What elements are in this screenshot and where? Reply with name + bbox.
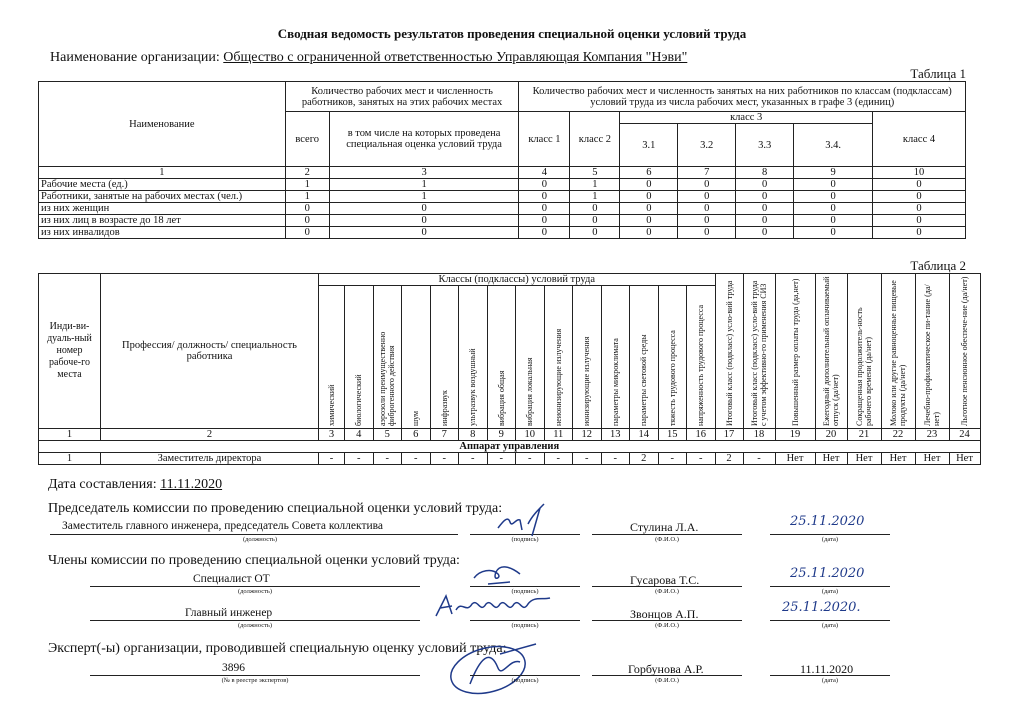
table-row: [39, 179, 966, 191]
chair-position-caption: (должность): [242, 536, 278, 543]
t2-header-factor: [630, 286, 659, 429]
t2-header-factor-label: Повышенный размер оплаты труда (да,нет): [790, 278, 800, 426]
table2: [38, 273, 981, 465]
t1-cell: 0: [570, 227, 620, 239]
member1-fio: Гусарова Т.С.: [630, 573, 700, 587]
t2-header-factor-label: ультразвук воздушный: [468, 348, 478, 426]
t1-cell: 0: [736, 203, 794, 215]
t2-cell: -: [516, 453, 545, 465]
table-row: [39, 191, 966, 203]
t1-cell: 0: [519, 215, 570, 227]
t1-cell: 1: [570, 191, 620, 203]
t1-row-name: Рабочие места (ед.): [39, 179, 286, 191]
t2-header-factor-label: Молоко или другие равноценные пищевые продукты (да/нет): [889, 280, 908, 426]
t2-header-factor: [743, 274, 775, 429]
table-row: [39, 453, 981, 465]
expert-heading: Эксперт(-ы) организации, проводившей специальную оценку условий труда:: [48, 641, 507, 656]
t1-cell: 1: [285, 191, 329, 203]
member2-position-caption: (должность): [237, 622, 273, 629]
t1-col-number: 7: [678, 167, 736, 179]
t1-cell: 0: [519, 191, 570, 203]
t1-cell: 0: [873, 191, 966, 203]
t2-header-factor: [715, 274, 743, 429]
t2-header-factor: [815, 274, 847, 429]
t2-header-factor-label: ионизирующие излучения: [582, 336, 592, 426]
t2-header-factor-label: Лечебно-профилактическое пи-тание (да/нет): [923, 284, 942, 426]
t1-cell: 0: [736, 227, 794, 239]
t2-header-factor-label: параметры световой среды: [639, 334, 649, 426]
members-heading: Члены комиссии по проведению специальной оценки условий труда:: [48, 553, 460, 568]
t2-cell: -: [743, 453, 775, 465]
t1-cell: 0: [873, 215, 966, 227]
t2-header-factor: [544, 286, 573, 429]
t1-row-name: из них лиц в возрасте до 18 лет: [39, 215, 286, 227]
t1-header-class4: класс 4: [873, 112, 966, 167]
member1-signature-caption: (подпись): [511, 588, 539, 595]
t2-header-factor: [658, 286, 687, 429]
t2-cell: Нет: [915, 453, 949, 465]
t2-header-factor-label: неионизирующие излучения: [553, 328, 563, 426]
t1-col-number: 8: [736, 167, 794, 179]
t1-cell: 0: [519, 227, 570, 239]
t1-cell: 1: [285, 179, 329, 191]
t1-cell: 0: [873, 179, 966, 191]
t2-col-number: 20: [815, 429, 847, 441]
table1: [38, 81, 966, 239]
t1-col-number: 4: [519, 167, 570, 179]
organization-label: Наименование организации:: [50, 50, 220, 65]
t1-cell: 0: [794, 215, 873, 227]
t2-cell: -: [373, 453, 402, 465]
t2-cell: 2: [630, 453, 659, 465]
expert-date: 11.11.2020: [800, 662, 854, 676]
t1-col-number: 10: [873, 167, 966, 179]
table-row: [39, 215, 966, 227]
date-label: Дата составления:: [48, 477, 157, 492]
t2-header-factor: [345, 286, 374, 429]
t2-col-number: 9: [487, 429, 516, 441]
t1-cell: 0: [570, 215, 620, 227]
t1-header-name: Наименование: [39, 82, 286, 167]
t2-header-factor-label: тяжесть трудового процесса: [667, 330, 677, 426]
t2-header-factor-label: химический: [327, 384, 336, 426]
expert-signature-caption: (подпись): [511, 677, 539, 684]
member1-position: Специалист ОТ: [193, 573, 270, 585]
t1-header-class2: класс 2: [570, 112, 620, 167]
t2-header-factor: [319, 286, 345, 429]
t1-header-total: всего: [285, 112, 329, 167]
t2-header-factor-label: вибрация локальная: [525, 357, 535, 426]
t1-cell: 0: [329, 215, 519, 227]
date-value: 11.11.2020: [160, 477, 223, 492]
t1-cell: 0: [794, 179, 873, 191]
member1-fio-caption: (Ф.И.О.): [655, 588, 679, 595]
t2-col-number: 4: [345, 429, 374, 441]
member1-position-caption: (должность): [237, 588, 273, 595]
t1-cell: 0: [794, 203, 873, 215]
t2-cell: Нет: [847, 453, 881, 465]
table-row: [39, 227, 966, 239]
t2-header-factor-label: Ежегодный дополнительный оплачиваемый отпуск (да/нет): [822, 276, 841, 426]
t2-row-name: Заместитель директора: [101, 453, 319, 465]
t2-col-number: 5: [373, 429, 402, 441]
t2-header-factor-label: Льготное пенсионное обеспече-ние (да/нет): [960, 276, 970, 426]
t1-cell: 0: [678, 215, 736, 227]
t2-col-number: 11: [544, 429, 573, 441]
t2-header-factor: [775, 274, 815, 429]
expert-signature-icon: [440, 638, 550, 698]
t1-cell: 0: [736, 179, 794, 191]
t1-cell: 0: [678, 227, 736, 239]
t1-cell: 0: [873, 227, 966, 239]
t2-header-profession: Профессия/ должность/ специальность работника: [101, 274, 319, 429]
t1-cell: 0: [620, 203, 678, 215]
t2-cell: 2: [715, 453, 743, 465]
t2-col-number: 19: [775, 429, 815, 441]
expert-fio-caption: (Ф.И.О.): [655, 677, 679, 684]
t1-cell: 0: [620, 215, 678, 227]
member2-date: 25.11.2020.: [782, 600, 861, 615]
expert-registry-caption: (№ в реестре экспертов): [221, 677, 289, 684]
t1-cell: 0: [678, 203, 736, 215]
t2-row-number: 1: [39, 453, 101, 465]
t2-header-classes: Классы (подклассы) условий труда: [319, 274, 716, 286]
t2-cell: Нет: [775, 453, 815, 465]
chair-heading: Председатель комиссии по проведению специальной оценки условий труда:: [48, 501, 503, 516]
t2-header-factor-label: аэрозоли преимущественно фиброгенного действия: [378, 331, 397, 426]
t1-cell: 0: [285, 203, 329, 215]
t1-cell: 0: [873, 203, 966, 215]
t1-cell: 0: [794, 191, 873, 203]
t1-cell: 0: [519, 179, 570, 191]
t2-cell: -: [544, 453, 573, 465]
t2-col-number: 21: [847, 429, 881, 441]
t2-cell: Нет: [815, 453, 847, 465]
table-row: [39, 203, 966, 215]
t2-cell: -: [430, 453, 459, 465]
date-line: [48, 477, 222, 493]
t2-header-factor-label: Итоговый класс (подкласс) усло-вий труда с учетом эффективно-го применения СИЗ: [750, 280, 769, 426]
t1-cell: 0: [678, 191, 736, 203]
t1-col-number: 5: [570, 167, 620, 179]
t2-col-number: 22: [881, 429, 915, 441]
t2-cell: Нет: [949, 453, 980, 465]
table2-label: Таблица 2: [910, 258, 966, 273]
t2-col-number: 16: [687, 429, 716, 441]
member2-date-caption: (дата): [821, 622, 839, 629]
t2-header-factor: [402, 286, 431, 429]
chair-date: 25.11.2020: [790, 514, 865, 529]
t2-col-number: 15: [658, 429, 687, 441]
t2-header-number: Инди-ви-дуаль-ный номер рабоче-го места: [39, 274, 101, 429]
t1-header-classes: Количество рабочих мест и численность занятых на них работников по классам (подклассам) условий труда из числа рабочих мест, указанных в графе 3 (единиц): [519, 82, 966, 112]
t1-sub-3-1: 3.1: [620, 124, 678, 167]
t1-cell: 0: [519, 203, 570, 215]
t2-section-heading: Аппарат управления: [39, 441, 981, 453]
t2-cell: -: [487, 453, 516, 465]
t2-header-factor: [516, 286, 545, 429]
t1-cell: 1: [329, 179, 519, 191]
t2-col-number: 6: [402, 429, 431, 441]
t2-header-factor: [847, 274, 881, 429]
chair-fio: Стулина Л.А.: [630, 520, 699, 534]
t2-header-factor: [881, 274, 915, 429]
t2-col-number: 2: [101, 429, 319, 441]
t2-header-factor-label: инфразвук: [439, 390, 449, 426]
t2-header-factor-label: параметры микроклимата: [610, 338, 620, 426]
chair-date-caption: (дата): [821, 536, 839, 543]
t1-col-number: 2: [285, 167, 329, 179]
chair-signature-icon: [492, 498, 552, 538]
chair-signature-caption: (подпись): [511, 536, 539, 543]
t1-cell: 0: [736, 215, 794, 227]
t2-cell: -: [573, 453, 602, 465]
t2-header-factor-label: шум: [411, 410, 421, 426]
t1-sub-3-2: 3.2: [678, 124, 736, 167]
t2-col-number: 10: [516, 429, 545, 441]
t1-col-number: 3: [329, 167, 519, 179]
t2-header-factor: [459, 286, 488, 429]
t1-cell: 0: [285, 227, 329, 239]
t2-col-number: 23: [915, 429, 949, 441]
t1-row-name: Работники, занятые на рабочих местах (чел.): [39, 191, 286, 203]
t2-header-factor-label: Итоговый класс (подкласс) усло-вий труда: [724, 280, 734, 426]
t2-col-number: 18: [743, 429, 775, 441]
member2-position: Главный инженер: [185, 607, 273, 619]
t2-header-factor: [430, 286, 459, 429]
t2-header-factor: [915, 274, 949, 429]
t1-cell: 0: [678, 179, 736, 191]
t1-cell: 0: [794, 227, 873, 239]
member2-signature-caption: (подпись): [511, 622, 539, 629]
t1-header-count: Количество рабочих мест и численность работников, занятых на этих рабочих местах: [285, 82, 519, 112]
expert-registry: 3896: [222, 662, 245, 674]
t2-col-number: 7: [430, 429, 459, 441]
t2-cell: -: [345, 453, 374, 465]
t2-col-number: 13: [601, 429, 630, 441]
t2-cell: Нет: [881, 453, 915, 465]
t2-header-factor: [573, 286, 602, 429]
t1-cell: 1: [570, 179, 620, 191]
t1-cell: 0: [620, 191, 678, 203]
organization-name: Общество с ограниченной ответственностью Управляющая Компания "Нэви": [223, 50, 688, 65]
t2-header-factor-label: напряженность трудового процесса: [696, 304, 706, 426]
t2-header-factor: [601, 286, 630, 429]
t1-cell: 1: [329, 191, 519, 203]
t1-cell: 0: [329, 227, 519, 239]
t2-col-number: 14: [630, 429, 659, 441]
table1-label: Таблица 1: [910, 66, 966, 81]
t2-cell: -: [459, 453, 488, 465]
t1-cell: 0: [620, 227, 678, 239]
t1-cell: 0: [570, 203, 620, 215]
t2-cell: -: [658, 453, 687, 465]
t2-cell: -: [687, 453, 716, 465]
member2-signature-icon: [430, 590, 560, 622]
t2-col-number: 3: [319, 429, 345, 441]
t2-cell: -: [402, 453, 431, 465]
member2-fio: Звонцов А.П.: [630, 607, 699, 621]
t1-col-number: 9: [794, 167, 873, 179]
t1-cell: 0: [620, 179, 678, 191]
t2-col-number: 24: [949, 429, 980, 441]
t2-header-factor: [373, 286, 402, 429]
t2-header-factor-label: вибрация общая: [496, 370, 506, 426]
member2-fio-caption: (Ф.И.О.): [655, 622, 679, 629]
t1-col-number: 6: [620, 167, 678, 179]
t1-header-incl: в том числе на которых проведена специальная оценка условий труда: [329, 112, 519, 167]
t1-sub-3-3: 3.3: [736, 124, 794, 167]
chair-position: Заместитель главного инженера, председатель Совета коллектива: [62, 520, 384, 532]
organization-line: [50, 50, 687, 66]
t2-cell: -: [601, 453, 630, 465]
expert-date-caption: (дата): [821, 677, 839, 684]
member1-date-caption: (дата): [821, 588, 839, 595]
t1-cell: 0: [329, 203, 519, 215]
t1-row-name: из них инвалидов: [39, 227, 286, 239]
t1-header-class1: класс 1: [519, 112, 570, 167]
t1-cell: 0: [285, 215, 329, 227]
t2-cell: -: [319, 453, 345, 465]
t2-header-factor: [687, 286, 716, 429]
t2-header-factor-label: биологический: [354, 374, 364, 426]
t2-header-factor: [487, 286, 516, 429]
t2-col-number: 17: [715, 429, 743, 441]
t2-header-factor: [949, 274, 980, 429]
t1-header-class3: класс 3: [620, 112, 873, 124]
t2-col-number: 12: [573, 429, 602, 441]
t2-col-number: 1: [39, 429, 101, 441]
t1-row-name: из них женщин: [39, 203, 286, 215]
t1-sub-3-4: 3.4.: [794, 124, 873, 167]
document-title: Сводная ведомость результатов проведения специальной оценки условий труда: [277, 26, 747, 41]
expert-fio: Горбунова А.Р.: [628, 662, 704, 676]
t1-cell: 0: [736, 191, 794, 203]
chair-fio-caption: (Ф.И.О.): [655, 536, 679, 543]
t1-col-number: 1: [39, 167, 286, 179]
t2-header-factor-label: Сокращенная продолжитель-ность рабочего времени (да/нет): [855, 307, 874, 426]
t2-col-number: 8: [459, 429, 488, 441]
member1-date: 25.11.2020: [790, 566, 865, 581]
